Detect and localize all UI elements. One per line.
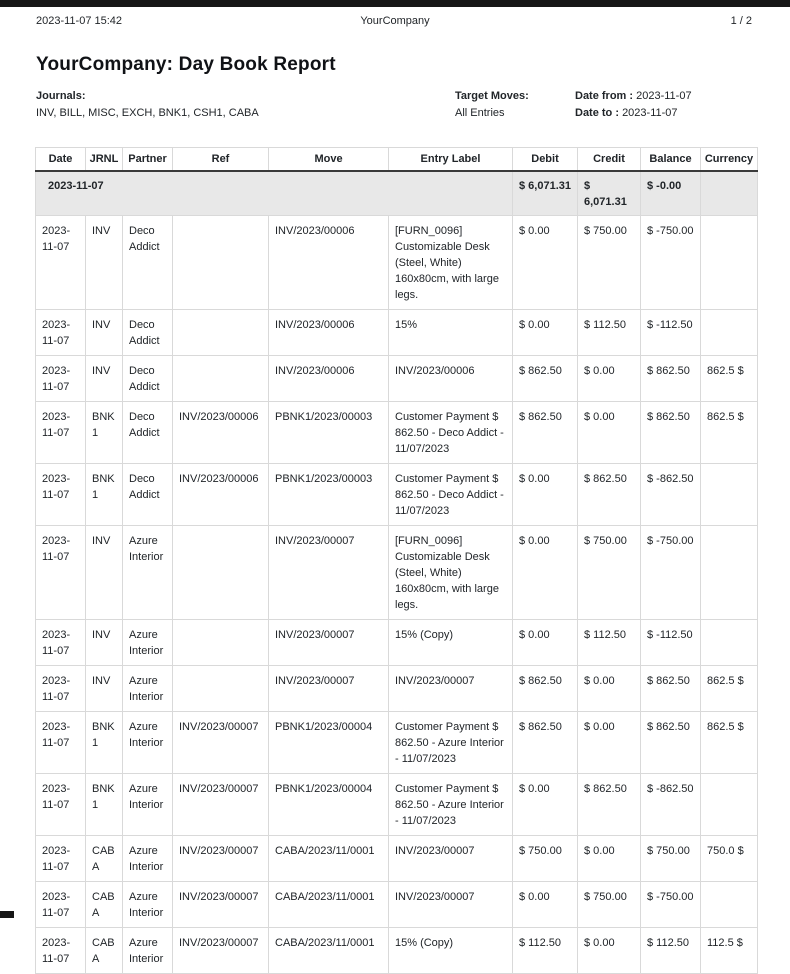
cell-date: 2023-11-07 <box>36 836 86 882</box>
column-header-partner: Partner <box>123 148 173 172</box>
date-to-line <box>575 105 754 122</box>
cell-move: INV/2023/00006 <box>269 356 389 402</box>
cell-entry-label: Customer Payment $ 862.50 - Deco Addict - 11/07/2023 <box>389 464 513 526</box>
cell-currency <box>701 882 758 928</box>
cell-move: CABA/2023/11/0001 <box>269 836 389 882</box>
table-row <box>36 620 758 666</box>
column-header-currency: Currency <box>701 148 758 172</box>
cell-currency <box>701 464 758 526</box>
cell-debit: $ 0.00 <box>513 774 578 836</box>
cell-ref <box>173 666 269 712</box>
cell-balance: $ -862.50 <box>641 774 701 836</box>
cell-ref: INV/2023/00007 <box>173 882 269 928</box>
cell-debit: $ 0.00 <box>513 216 578 310</box>
table-row <box>36 666 758 712</box>
cell-currency: 112.5 $ <box>701 928 758 974</box>
cell-partner: Deco Addict <box>123 402 173 464</box>
cell-debit: $ 0.00 <box>513 310 578 356</box>
cell-currency <box>701 310 758 356</box>
cell-partner: Azure Interior <box>123 928 173 974</box>
cell-jrnl: CABA <box>86 836 123 882</box>
table-row <box>36 356 758 402</box>
cell-entry-label: INV/2023/00007 <box>389 666 513 712</box>
cell-partner: Azure Interior <box>123 774 173 836</box>
cell-date: 2023-11-07 <box>36 402 86 464</box>
cell-date: 2023-11-07 <box>36 882 86 928</box>
group-currency <box>701 171 758 216</box>
cell-entry-label: [FURN_0096] Customizable Desk (Steel, White) 160x80cm, with large legs. <box>389 216 513 310</box>
cell-balance: $ 862.50 <box>641 712 701 774</box>
cell-date: 2023-11-07 <box>36 356 86 402</box>
column-header-jrnl: JRNL <box>86 148 123 172</box>
cell-entry-label: INV/2023/00007 <box>389 882 513 928</box>
cell-move: CABA/2023/11/0001 <box>269 928 389 974</box>
page-header <box>0 7 790 27</box>
cell-jrnl: BNK1 <box>86 464 123 526</box>
cell-ref: INV/2023/00007 <box>173 712 269 774</box>
cell-jrnl: CABA <box>86 882 123 928</box>
table-row <box>36 882 758 928</box>
cell-ref: INV/2023/00007 <box>173 774 269 836</box>
table-row <box>36 464 758 526</box>
cell-partner: Deco Addict <box>123 216 173 310</box>
date-from-label: Date from : <box>575 90 634 102</box>
cell-jrnl: BNK1 <box>86 402 123 464</box>
cell-move: INV/2023/00006 <box>269 216 389 310</box>
cell-jrnl: BNK1 <box>86 774 123 836</box>
cell-entry-label: Customer Payment $ 862.50 - Azure Interior - 11/07/2023 <box>389 774 513 836</box>
table-row <box>36 526 758 620</box>
cell-balance: $ -112.50 <box>641 620 701 666</box>
cell-balance: $ 750.00 <box>641 836 701 882</box>
cell-move: INV/2023/00006 <box>269 310 389 356</box>
cell-debit: $ 0.00 <box>513 882 578 928</box>
cell-credit: $ 862.50 <box>578 774 641 836</box>
cell-balance: $ -750.00 <box>641 526 701 620</box>
column-header-ref: Ref <box>173 148 269 172</box>
table-row <box>36 836 758 882</box>
cell-date: 2023-11-07 <box>36 712 86 774</box>
report-title: YourCompany: Day Book Report <box>36 54 336 75</box>
cell-debit: $ 862.50 <box>513 402 578 464</box>
header-page-indicator: 1 / 2 <box>730 15 752 27</box>
cell-credit: $ 750.00 <box>578 526 641 620</box>
cell-debit: $ 112.50 <box>513 928 578 974</box>
cell-jrnl: BNK1 <box>86 712 123 774</box>
cell-balance: $ 862.50 <box>641 666 701 712</box>
cell-debit: $ 0.00 <box>513 464 578 526</box>
cell-jrnl: INV <box>86 356 123 402</box>
daybook-table <box>35 147 758 974</box>
cell-ref <box>173 356 269 402</box>
cell-currency: 750.0 $ <box>701 836 758 882</box>
cell-balance: $ 862.50 <box>641 402 701 464</box>
date-from-line <box>575 88 754 105</box>
table-row <box>36 712 758 774</box>
cell-ref <box>173 216 269 310</box>
cell-move: INV/2023/00007 <box>269 666 389 712</box>
cell-credit: $ 750.00 <box>578 882 641 928</box>
cell-partner: Azure Interior <box>123 836 173 882</box>
cell-credit: $ 0.00 <box>578 836 641 882</box>
cell-move: PBNK1/2023/00004 <box>269 774 389 836</box>
cell-jrnl: INV <box>86 620 123 666</box>
cell-balance: $ -862.50 <box>641 464 701 526</box>
cell-partner: Azure Interior <box>123 620 173 666</box>
date-group-row <box>36 171 758 216</box>
cell-move: PBNK1/2023/00004 <box>269 712 389 774</box>
bottom-edge-bar <box>0 911 14 918</box>
header-company-name: YourCompany <box>360 15 430 27</box>
cell-debit: $ 750.00 <box>513 836 578 882</box>
cell-debit: $ 862.50 <box>513 712 578 774</box>
date-range-filter <box>575 88 754 122</box>
top-edge-bar <box>0 0 790 7</box>
cell-currency <box>701 216 758 310</box>
journals-label: Journals: <box>36 90 86 102</box>
cell-ref: INV/2023/00006 <box>173 464 269 526</box>
cell-credit: $ 112.50 <box>578 310 641 356</box>
table-row <box>36 216 758 310</box>
cell-move: CABA/2023/11/0001 <box>269 882 389 928</box>
column-header-balance: Balance <box>641 148 701 172</box>
target-moves-label: Target Moves: <box>455 90 529 102</box>
cell-credit: $ 0.00 <box>578 666 641 712</box>
cell-ref <box>173 310 269 356</box>
cell-move: PBNK1/2023/00003 <box>269 402 389 464</box>
group-debit-total: $ 6,071.31 <box>513 171 578 216</box>
cell-date: 2023-11-07 <box>36 774 86 836</box>
cell-credit: $ 862.50 <box>578 464 641 526</box>
journals-filter <box>36 88 455 122</box>
header-datetime: 2023-11-07 15:42 <box>36 15 123 27</box>
date-from-value: 2023-11-07 <box>636 90 692 102</box>
cell-move: PBNK1/2023/00003 <box>269 464 389 526</box>
cell-currency: 862.5 $ <box>701 356 758 402</box>
cell-debit: $ 0.00 <box>513 620 578 666</box>
cell-credit: $ 0.00 <box>578 356 641 402</box>
cell-date: 2023-11-07 <box>36 310 86 356</box>
cell-jrnl: CABA <box>86 928 123 974</box>
cell-date: 2023-11-07 <box>36 216 86 310</box>
cell-credit: $ 750.00 <box>578 216 641 310</box>
group-date: 2023-11-07 <box>36 171 513 216</box>
cell-debit: $ 0.00 <box>513 526 578 620</box>
cell-balance: $ -750.00 <box>641 216 701 310</box>
table-body <box>36 171 758 974</box>
cell-ref: INV/2023/00006 <box>173 402 269 464</box>
cell-currency <box>701 620 758 666</box>
column-header-debit: Debit <box>513 148 578 172</box>
journals-value: INV, BILL, MISC, EXCH, BNK1, CSH1, CABA <box>36 107 259 119</box>
cell-balance: $ 112.50 <box>641 928 701 974</box>
cell-partner: Deco Addict <box>123 310 173 356</box>
group-balance-total: $ -0.00 <box>641 171 701 216</box>
table-row <box>36 402 758 464</box>
column-header-credit: Credit <box>578 148 641 172</box>
cell-partner: Azure Interior <box>123 712 173 774</box>
cell-credit: $ 0.00 <box>578 928 641 974</box>
cell-jrnl: INV <box>86 666 123 712</box>
cell-currency: 862.5 $ <box>701 712 758 774</box>
table-row <box>36 774 758 836</box>
cell-credit: $ 0.00 <box>578 712 641 774</box>
date-to-value: 2023-11-07 <box>622 107 678 119</box>
cell-entry-label: Customer Payment $ 862.50 - Deco Addict - 11/07/2023 <box>389 402 513 464</box>
cell-date: 2023-11-07 <box>36 620 86 666</box>
cell-date: 2023-11-07 <box>36 666 86 712</box>
column-header-date: Date <box>36 148 86 172</box>
cell-date: 2023-11-07 <box>36 928 86 974</box>
cell-ref: INV/2023/00007 <box>173 928 269 974</box>
target-moves-value: All Entries <box>455 107 505 119</box>
cell-entry-label: [FURN_0096] Customizable Desk (Steel, White) 160x80cm, with large legs. <box>389 526 513 620</box>
filters-section <box>36 88 754 122</box>
column-header-move: Move <box>269 148 389 172</box>
cell-ref: INV/2023/00007 <box>173 836 269 882</box>
cell-partner: Azure Interior <box>123 666 173 712</box>
cell-entry-label: 15% (Copy) <box>389 928 513 974</box>
cell-move: INV/2023/00007 <box>269 620 389 666</box>
cell-entry-label: Customer Payment $ 862.50 - Azure Interior - 11/07/2023 <box>389 712 513 774</box>
cell-currency: 862.5 $ <box>701 666 758 712</box>
cell-balance: $ 862.50 <box>641 356 701 402</box>
column-header-entry-label: Entry Label <box>389 148 513 172</box>
cell-ref <box>173 620 269 666</box>
cell-currency <box>701 774 758 836</box>
cell-balance: $ -750.00 <box>641 882 701 928</box>
cell-partner: Deco Addict <box>123 356 173 402</box>
cell-jrnl: INV <box>86 216 123 310</box>
cell-partner: Azure Interior <box>123 882 173 928</box>
cell-currency <box>701 526 758 620</box>
target-moves-filter <box>455 88 575 122</box>
cell-date: 2023-11-07 <box>36 526 86 620</box>
cell-balance: $ -112.50 <box>641 310 701 356</box>
cell-entry-label: INV/2023/00007 <box>389 836 513 882</box>
cell-debit: $ 862.50 <box>513 356 578 402</box>
cell-credit: $ 112.50 <box>578 620 641 666</box>
cell-date: 2023-11-07 <box>36 464 86 526</box>
cell-entry-label: INV/2023/00006 <box>389 356 513 402</box>
cell-ref <box>173 526 269 620</box>
cell-jrnl: INV <box>86 310 123 356</box>
date-to-label: Date to : <box>575 107 619 119</box>
table-row <box>36 928 758 974</box>
cell-credit: $ 0.00 <box>578 402 641 464</box>
cell-move: INV/2023/00007 <box>269 526 389 620</box>
table-header-row <box>36 148 758 172</box>
cell-entry-label: 15% (Copy) <box>389 620 513 666</box>
cell-partner: Deco Addict <box>123 464 173 526</box>
group-credit-total: $ 6,071.31 <box>578 171 641 216</box>
cell-partner: Azure Interior <box>123 526 173 620</box>
cell-entry-label: 15% <box>389 310 513 356</box>
cell-debit: $ 862.50 <box>513 666 578 712</box>
cell-jrnl: INV <box>86 526 123 620</box>
cell-currency: 862.5 $ <box>701 402 758 464</box>
table-row <box>36 310 758 356</box>
